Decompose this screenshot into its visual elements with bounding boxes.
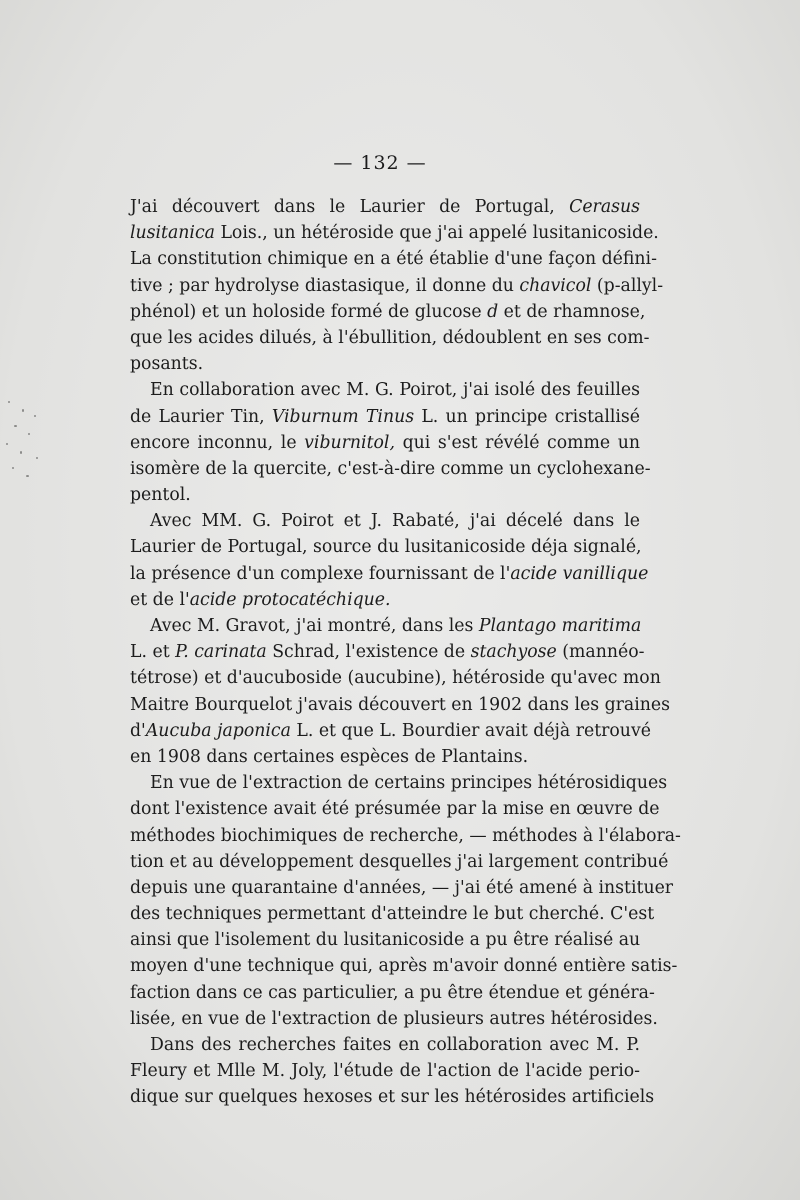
text-line: tive ; par hydrolyse diastasique, il donne du chavicol (p-allyl-: [130, 275, 664, 296]
text-line: en 1908 dans certaines espèces de Plantains.: [130, 746, 529, 767]
text-line: dique sur quelques hexoses et sur les hétérosides artificiels: [130, 1087, 655, 1108]
text-line: phénol) et un holoside formé de glucose d et de rhamnose,: [130, 301, 646, 322]
text-line: J'ai découvert dans le Laurier de Portugal, Cerasus: [130, 197, 640, 217]
italic-term: viburnitol,: [304, 432, 395, 453]
text-line: faction dans ce cas particulier, a pu être étendue et généra-: [130, 982, 655, 1003]
text-line: la présence d'un complexe fournissant de l'acide vanillique: [130, 563, 649, 584]
italic-term: acide protocatéchique.: [189, 589, 391, 610]
text-line: lisée, en vue de l'extraction de plusieurs autres hétérosides.: [130, 1008, 658, 1029]
text-line: isomère de la quercite, c'est-à-dire comme un cyclohexane-: [130, 458, 651, 479]
text-line: dont l'existence avait été présumée par la mise en œuvre de: [130, 799, 660, 820]
text-line: En vue de l'extraction de certains principes hétérosidiques: [150, 773, 668, 794]
page-number: — 132 —: [333, 152, 427, 174]
italic-term: Aucuba japonica: [145, 720, 291, 741]
text-line: Fleury et Mlle M. Joly, l'étude de l'action de l'acide perio-: [130, 1061, 640, 1082]
text-line: L. et P. carinata Schrad, l'existence de stachyose (mannéo-: [130, 642, 645, 663]
paragraph: [130, 377, 651, 508]
paragraph: [130, 1032, 655, 1111]
italic-term: lusitanica: [130, 223, 215, 244]
text-line: et de l'acide protocatéchique.: [130, 589, 391, 610]
italic-term: chavicol: [519, 275, 592, 296]
italic-term: Viburnum Tinus: [271, 406, 415, 427]
text-line: ainsi que l'isolement du lusitanicoside a pu être réalisé au: [130, 930, 641, 951]
text-line: méthodes biochimiques de recherche, — méthodes à l'élabora-: [130, 825, 681, 846]
italic-term: acide vanillique: [510, 563, 649, 584]
italic-term: P. carinata: [175, 642, 267, 663]
text-line: Avec MM. G. Poirot et J. Rabaté, j'ai décelé dans le: [150, 511, 640, 532]
text-line: Maitre Bourquelot j'avais découvert en 1902 dans les graines: [130, 694, 670, 715]
italic-term: Cerasus: [569, 197, 640, 217]
text-line: encore inconnu, le viburnitol, qui s'est révélé comme un: [130, 432, 640, 453]
italic-term: d: [487, 301, 499, 322]
text-line: de Laurier Tin, Viburnum Tinus L. un principe cristallisé: [130, 406, 640, 427]
text-line: des techniques permettant d'atteindre le but cherché. C'est: [130, 904, 655, 925]
text-line: Avec M. Gravot, j'ai montré, dans les Plantago maritima: [150, 616, 642, 636]
text-line: moyen d'une technique qui, après m'avoir donné entière satis-: [130, 956, 678, 977]
italic-term: stachyose: [470, 642, 557, 663]
italic-term: Plantago maritima: [478, 616, 642, 636]
text-line: tion et au développement desquelles j'ai largement contribué: [130, 851, 669, 872]
text-line: lusitanica Lois., un hétéroside que j'ai appelé lusitanicoside.: [130, 223, 659, 244]
text-line: posants.: [130, 354, 204, 375]
text-line: En collaboration avec M. G. Poirot, j'ai isolé des feuilles: [150, 380, 640, 401]
text-line: depuis une quarantaine d'années, — j'ai été amené à instituer: [130, 877, 674, 898]
text-line: tétrose) et d'aucuboside (aucubine), hétéroside qu'avec mon: [130, 668, 661, 689]
text-line: que les acides dilués, à l'ébullition, dédoublent en ses com-: [130, 327, 650, 348]
body-text: [130, 194, 681, 1111]
margin-speckles: [0, 395, 50, 490]
text-line: d'Aucuba japonica L. et que L. Bourdier avait déjà retrouvé: [130, 720, 651, 741]
paragraph: [130, 194, 664, 377]
paragraph: [130, 613, 670, 770]
text-line: Laurier de Portugal, source du lusitanicoside déja signalé,: [130, 537, 642, 558]
paragraph: [130, 508, 649, 613]
text-line: La constitution chimique en a été établie d'une façon défini-: [130, 249, 657, 270]
paragraph: [130, 770, 681, 1032]
text-line: pentol.: [130, 485, 191, 506]
text-line: Dans des recherches faites en collaboration avec M. P.: [150, 1035, 640, 1055]
